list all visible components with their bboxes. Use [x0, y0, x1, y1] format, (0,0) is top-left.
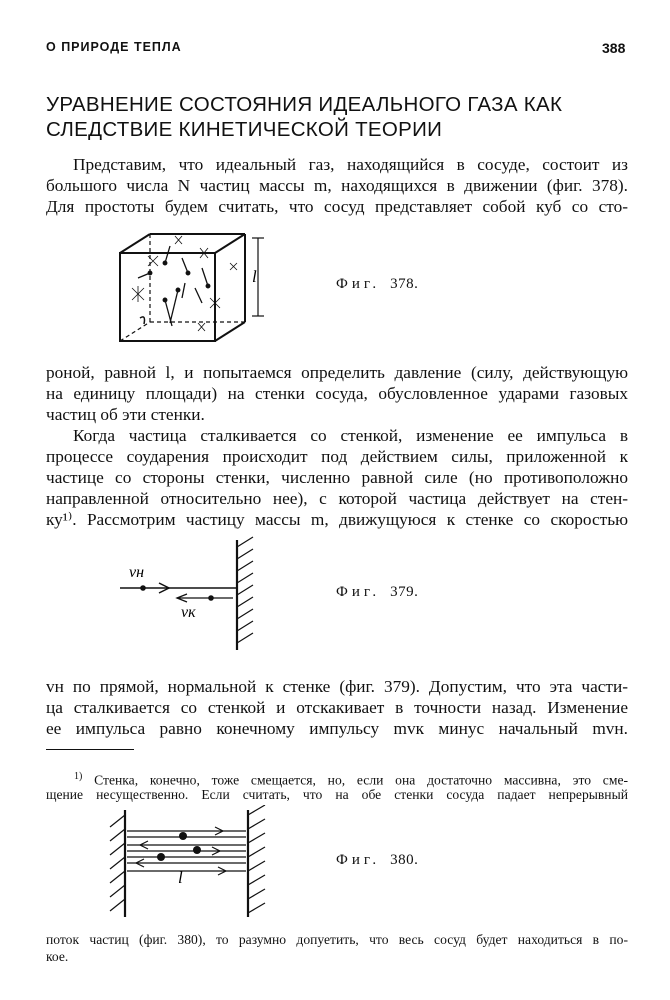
figure-378-caption — [336, 276, 418, 293]
figure-380-two-walls — [100, 805, 280, 925]
para1-line1: Представим, что идеальный газ, находящийся в сосуде, состоит из — [73, 155, 628, 174]
para2-line2: на единицу площади) на стенки сосуда, обусловленное ударами газовых — [46, 384, 628, 403]
figure-379-caption — [336, 584, 418, 601]
footnote-rule — [46, 749, 134, 750]
fig379-v-final: vк — [181, 604, 196, 621]
para4-line3: ее импульса равно конечному импульсу mvк минус начальный mvн. — [46, 719, 628, 738]
para4-line2: ца сталкивается со стенкой и отскакивает в точности назад. Изменение — [46, 698, 628, 717]
para1-line2: большого числа N частиц массы m, находящихся в движении (фиг. 378). — [46, 176, 628, 195]
fig380-number: 380. — [390, 852, 419, 868]
para3-line2: процессе соударения происходит под действием силы, приложенной к — [46, 447, 628, 466]
para3-line1: Когда частица сталкивается со стенкой, изменение ее импульса в — [73, 426, 628, 445]
running-title: О ПРИРОДЕ ТЕПЛА — [46, 40, 182, 54]
para3-line5: ку¹⁾. Рассмотрим частицу массы m, движущуюся к стенке со скоростью — [46, 510, 628, 529]
page-number: 388 — [602, 40, 626, 56]
para3-line4: направленной относительно нее), с которой частица действует на стен- — [46, 489, 628, 508]
footnote-line2: щение несущественно. Если считать, что на обе стенки сосуда падает непрерывный — [46, 787, 628, 802]
fig380-label: Фиг. — [336, 852, 381, 868]
fig378-label: Фиг. — [336, 276, 381, 292]
section-title-line2: СЛЕДСТВИЕ КИНЕТИЧЕСКОЙ ТЕОРИИ — [46, 118, 443, 141]
footnote-continuation-line2: кое. — [46, 949, 69, 964]
footnote-marker: 1) — [74, 771, 83, 782]
para2-line1: роной, равной l, и попытаемся определить давление (силу, действующую — [46, 363, 628, 382]
fig379-label: Фиг. — [336, 584, 381, 600]
fig379-v-initial: vн — [129, 564, 145, 581]
footnote-line1-text: Стенка, конечно, тоже смещается, но, если она достаточно массивна, это сме- — [94, 772, 629, 788]
fig379-number: 379. — [390, 584, 419, 600]
fig380-length-label: l — [178, 868, 183, 887]
section-title-line1: УРАВНЕНИЕ СОСТОЯНИЯ ИДЕАЛЬНОГО ГАЗА КАК — [46, 93, 563, 116]
para2-line3: частиц об эти стенки. — [46, 405, 205, 424]
para3-line3: частице со стороны стенки, численно равной силе (но противоположно — [46, 468, 628, 487]
fig378-number: 378. — [390, 276, 419, 292]
para4-line1: vн по прямой, нормальной к стенке (фиг. 379). Допустим, что эта части- — [46, 677, 628, 696]
para1-line3: Для простоты будем считать, что сосуд представляет собой куб со сто- — [46, 197, 628, 216]
figure-380-caption — [336, 852, 418, 869]
fig378-edge-label: l — [252, 267, 257, 286]
figure-378-cube — [110, 228, 275, 348]
footnote-continuation-line1: поток частиц (фиг. 380), то разумно допуетить, что весь сосуд будет находиться в по- — [46, 932, 628, 947]
figure-379-wall — [115, 535, 275, 660]
